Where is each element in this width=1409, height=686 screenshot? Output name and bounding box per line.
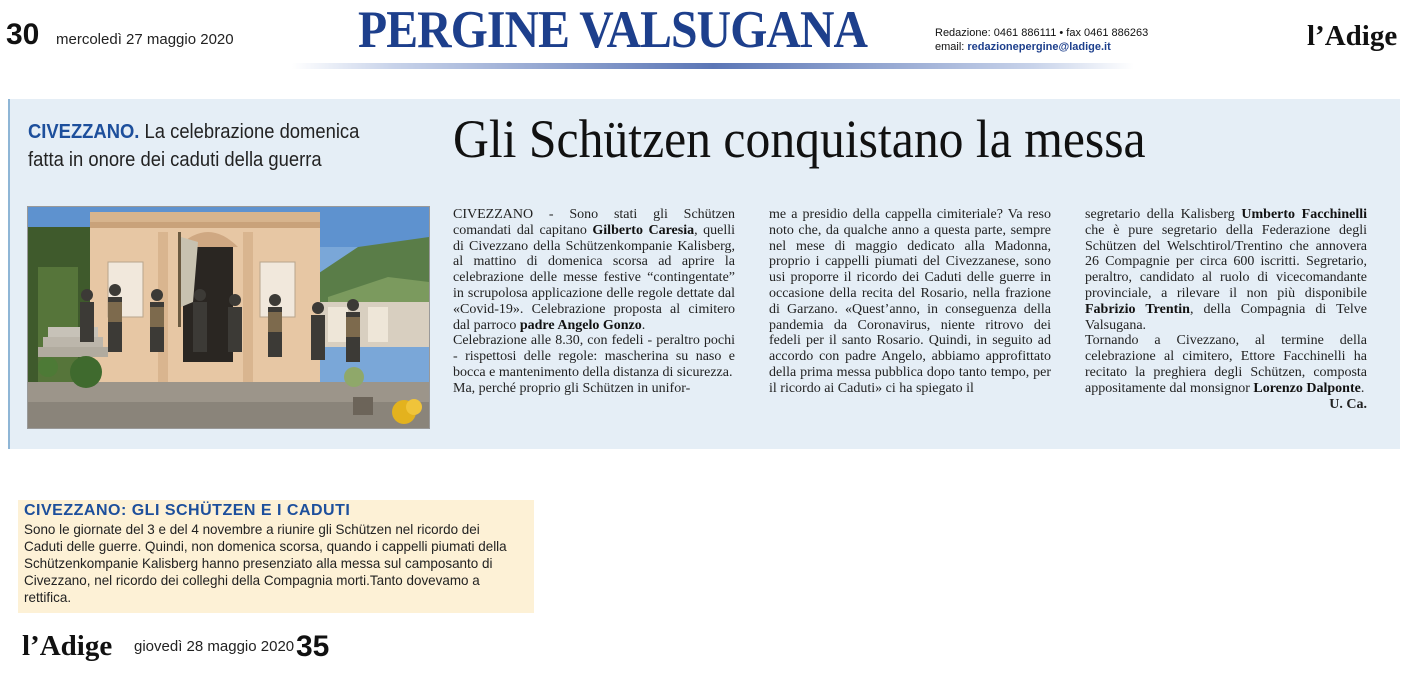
kicker-text: La celebrazione domenica fatta in onore dei caduti della guerra (28, 121, 360, 171)
contacts-email-line (935, 40, 1148, 54)
text: che è pure segretario della Federazione degli Schützen del Welschtirol/Trentino che annovera 26 Compagnie per circa 600 iscritti. Segretario, peraltro, candidato al ruolo di vicecomandante provinciale, a rilevare il non più disponibile (1085, 222, 1367, 301)
text: . (641, 317, 646, 333)
person-name: padre Angelo Gonzo (519, 317, 642, 333)
col3-paragraph-2 (1085, 333, 1367, 412)
email-link[interactable]: redazionepergine@ladige.it (967, 41, 1111, 53)
text: , della Compagnia di Telve Valsugana. (1085, 301, 1368, 333)
article-photo (27, 206, 430, 429)
text: , quelli di Civezzano della Schützenkompanie Kalisberg, al mattino di domenica scorsa ad aprire la celebrazione delle messe festive “contingentate” in scrupolosa applicazione delle regole dettate dal «Covid-19». Celebrazione proposta al cimitero dal parroco (453, 222, 735, 333)
contacts-phone: Redazione: 0461 886111 • fax 0461 886263 (935, 27, 1149, 39)
col1-paragraph-2: Celebrazione alle 8.30, con fedeli - peraltro pochi - rispettosi delle regole: mascherina su naso e bocca e mantenimento della distanza di sicurezza. (453, 333, 735, 380)
email-label: email: (935, 41, 968, 53)
article-column-2 (769, 207, 1051, 397)
author-signature: U. Ca. (1329, 396, 1367, 412)
correction-body: Sono le giornate del 3 e del 4 novembre a riunire gli Schützen nel ricordo dei Caduti delle guerre. Quindi, non domenica scorsa, quando i cappelli piumati della Schützenkompanie Kalisberg hanno presenziato alla messa sul camposanto di Civezzano, nel ricordo dei colleghi della Compagnia morti.Tanto dovevamo a rettifica. (24, 521, 507, 605)
correction-title: CIVEZZANO: GLI SCHÜTZEN E I CADUTI (24, 502, 351, 519)
photo-illustration (28, 207, 429, 428)
section-title: PERGINE VALSUGANA (358, 1, 868, 59)
page-number-footer: 35 (296, 630, 330, 663)
issue-date-footer: giovedì 28 maggio 2020 (134, 638, 295, 655)
person-name: Lorenzo Dalponte (1253, 380, 1361, 396)
article-column-1 (453, 207, 735, 397)
text: . (1360, 380, 1365, 396)
text: CIVEZZANO - Sono stati gli Schützen comandati dal capitano (453, 207, 735, 238)
issue-date: mercoledì 27 maggio 2020 (56, 31, 234, 48)
text: Tornando a Civezzano, al termine della celebrazione al cimitero, Ettore Facchinelli ha recitato la preghiera degli Schützen, composta appositamente dal monsignor (1085, 333, 1367, 396)
person-name: Gilberto Caresia (592, 222, 695, 238)
col3-paragraph-1 (1085, 207, 1367, 333)
newspaper-logo: l’Adige (1307, 20, 1398, 52)
header-divider (292, 63, 1134, 69)
person-name: Umberto Facchinelli (1241, 207, 1367, 222)
kicker-place: CIVEZZANO. (28, 121, 140, 143)
col1-paragraph-3: Ma, perché proprio gli Schützen in unifor- (453, 380, 691, 396)
person-name: Fabrizio Trentin (1085, 301, 1190, 317)
article-column-3 (1085, 207, 1367, 412)
article-kicker (28, 118, 378, 174)
col2-paragraph-1: me a presidio della cappella cimiteriale? Va reso noto che, da qualche anno a questa parte, sempre nel mese di maggio dedicato alla Madonna, proprio i cappelli piumati del Civezzanese, sono usi proporre il ricordo dei Caduti delle guerre in occasione della recita del Rosario, nella frazione di Garzano. «Quest’anno, in conseguenza della pandemia da Coronavirus, niente ritrovo dei fedeli per il santo Rosario. Quindi, in seguito ad accordo con padre Angelo, abbiamo approfittato della prima messa pubblica dopo tanto tempo, per il ricordo ai Caduti» ci ha spiegato il (769, 207, 1051, 396)
col1-paragraph-1 (453, 207, 735, 333)
page-number: 30 (6, 18, 40, 51)
newspaper-logo-footer: l’Adige (22, 630, 113, 662)
contacts (935, 26, 1148, 54)
article-headline: Gli Schützen conquistano la messa (453, 109, 1146, 169)
text: segretario della Kalisberg (1085, 207, 1242, 222)
